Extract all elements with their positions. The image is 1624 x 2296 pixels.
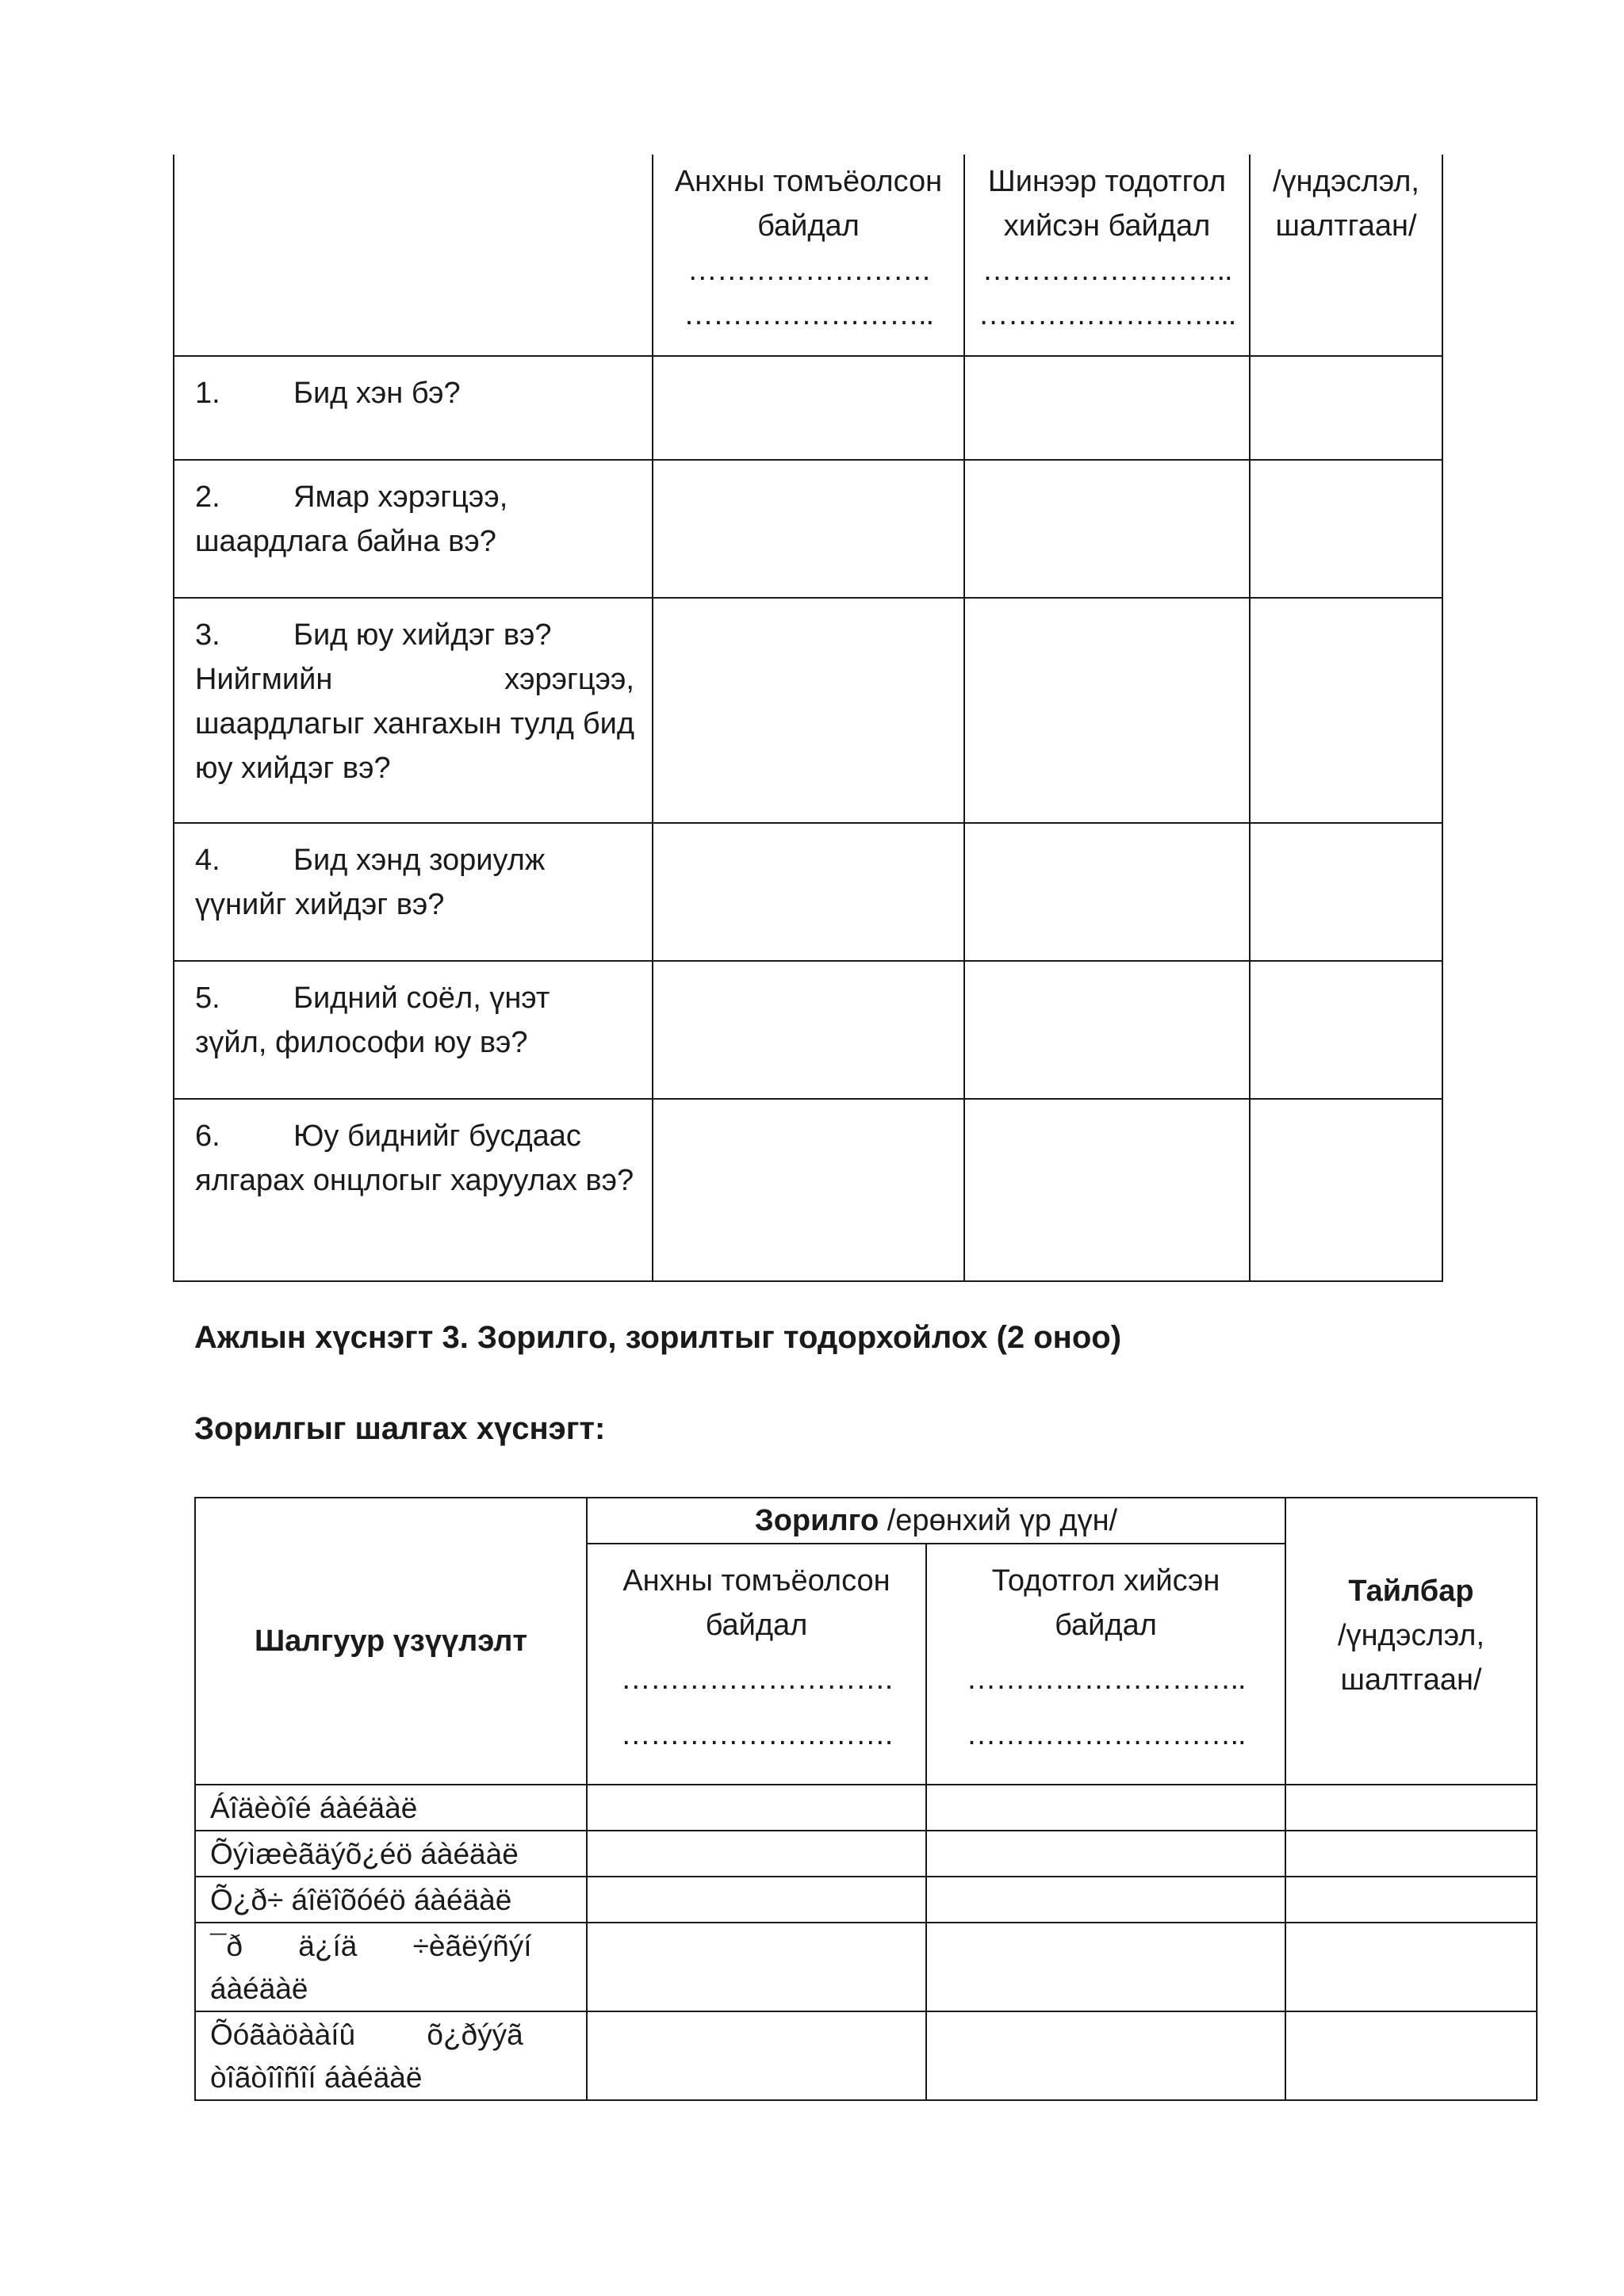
table-row <box>174 460 1442 598</box>
answer-cell[interactable] <box>587 1831 926 1877</box>
table-row <box>195 1877 1537 1923</box>
answer-cell[interactable] <box>587 1923 926 2011</box>
question-cell: 6. Юу биднийг бусдаас ялгарах онцлогыг харуулах вэ? <box>174 1099 653 1281</box>
mission-table <box>173 155 1443 1282</box>
criteria-header: Шалгуур үзүүлэлт <box>195 1498 587 1785</box>
revised-formulation-header: Тодотгол хийсэн байдал ……………………….. ……………………….. <box>926 1544 1285 1785</box>
table-row <box>174 1099 1442 1281</box>
question-cell: 2. Ямар хэрэгцээ, шаардлага байна вэ? <box>174 460 653 598</box>
answer-cell[interactable] <box>1250 598 1442 823</box>
goal-header: Зорилго /ерөнхий үр дүн/ <box>587 1498 1285 1544</box>
answer-cell[interactable] <box>964 1099 1250 1281</box>
answer-cell[interactable] <box>653 1099 964 1281</box>
question-cell: 1. Бид хэн бэ? <box>174 356 653 460</box>
answer-cell[interactable] <box>653 598 964 823</box>
original-formulation-header: Анхны томъёолсон байдал ………………………. ………………………. <box>587 1544 926 1785</box>
note-header: Тайлбар /үндэслэл, шалтгаан/ <box>1285 1498 1537 1785</box>
criteria-cell: Õýìæèãäýõ¿éö áàéäàë <box>195 1831 587 1877</box>
question-cell: 3. Бид юу хийдэг вэ? Нийгмийн хэрэгцээ, шаардлагыг хангахын тулд бид юу хийдэг вэ? <box>174 598 653 823</box>
answer-cell[interactable] <box>926 1877 1285 1923</box>
answer-cell[interactable] <box>964 356 1250 460</box>
answer-cell[interactable] <box>587 1785 926 1831</box>
answer-cell[interactable] <box>1250 1099 1442 1281</box>
table-row <box>195 1785 1537 1831</box>
answer-cell[interactable] <box>1250 823 1442 961</box>
goal-check-table <box>194 1497 1538 2101</box>
empty-header-cell <box>174 155 653 356</box>
answer-cell[interactable] <box>926 1785 1285 1831</box>
criteria-cell: Õ¿ð÷ áîëîõóéö áàéäàë <box>195 1877 587 1923</box>
table-row <box>174 823 1442 961</box>
mission-table-header-row <box>174 155 1442 356</box>
answer-cell[interactable] <box>653 460 964 598</box>
table-row <box>174 598 1442 823</box>
answer-cell[interactable] <box>1285 1831 1537 1877</box>
answer-cell[interactable] <box>964 961 1250 1099</box>
answer-cell[interactable] <box>926 1831 1285 1877</box>
worksheet-3-heading: Ажлын хүснэгт 3. Зорилго, зорилтыг тодорхойлох (2 оноо) <box>194 1320 1122 1355</box>
goal-header-row <box>195 1498 1537 1544</box>
question-cell: 5. Бидний соёл, үнэт зүйл, философи юу вэ? <box>174 961 653 1099</box>
answer-cell[interactable] <box>1285 1923 1537 2011</box>
answer-cell[interactable] <box>926 1923 1285 2011</box>
answer-cell[interactable] <box>587 1877 926 1923</box>
answer-cell[interactable] <box>926 2011 1285 2100</box>
criteria-cell: Áîäèòîé áàéäàë <box>195 1785 587 1831</box>
criteria-cell: Õóãàöààíû õ¿ðýýã òîãòîîñîí áàéäàë <box>195 2011 587 2100</box>
answer-cell[interactable] <box>653 823 964 961</box>
answer-cell[interactable] <box>964 460 1250 598</box>
table-row <box>174 356 1442 460</box>
answer-cell[interactable] <box>964 823 1250 961</box>
answer-cell[interactable] <box>1250 460 1442 598</box>
answer-cell[interactable] <box>1250 356 1442 460</box>
goal-check-table-heading: Зорилгыг шалгах хүснэгт: <box>194 1411 606 1446</box>
answer-cell[interactable] <box>1250 961 1442 1099</box>
answer-cell[interactable] <box>587 2011 926 2100</box>
revised-formulation-header: Шинээр тодотгол хийсэн байдал …………………….. ……………………... <box>964 155 1250 356</box>
answer-cell[interactable] <box>1285 1785 1537 1831</box>
original-formulation-header: Анхны томъёолсон байдал ……………………. …………………….. <box>653 155 964 356</box>
answer-cell[interactable] <box>653 961 964 1099</box>
table-row <box>195 2011 1537 2100</box>
answer-cell[interactable] <box>1285 1877 1537 1923</box>
reason-header: /үндэслэл, шалтгаан/ <box>1250 155 1442 356</box>
table-row <box>174 961 1442 1099</box>
answer-cell[interactable] <box>653 356 964 460</box>
table-row <box>195 1923 1537 2011</box>
answer-cell[interactable] <box>1285 2011 1537 2100</box>
answer-cell[interactable] <box>964 598 1250 823</box>
question-cell: 4. Бид хэнд зориулж үүнийг хийдэг вэ? <box>174 823 653 961</box>
table-row <box>195 1831 1537 1877</box>
criteria-cell: ¯ð ä¿íä ÷èãëýñýí áàéäàë <box>195 1923 587 2011</box>
